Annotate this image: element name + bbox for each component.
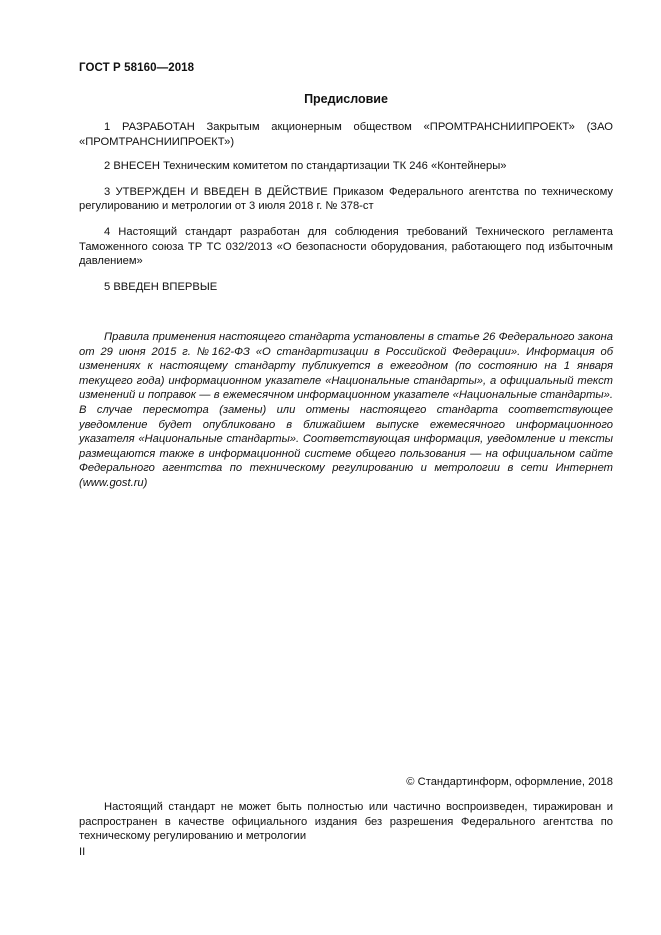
- clause-5: [79, 280, 613, 295]
- page-number: II: [79, 846, 86, 858]
- clause-number: 1: [104, 121, 111, 133]
- clause-lead: ВНЕСЕН: [113, 160, 160, 173]
- clause-number: 5: [104, 280, 111, 293]
- clause-text: Приказом Федерального агентства по техническому регулированию и метрологии от 3 июля 2018 г. № 378-ст: [79, 185, 614, 213]
- clause-lead: ВВЕДЕН ВПЕРВЫЕ: [113, 280, 218, 293]
- clause-lead: УТВЕРЖДЕН И ВВЕДЕН В ДЕЙСТВИЕ: [115, 185, 328, 198]
- clause-text: Настоящий стандарт разработан для соблюдения требований Технического регламента Таможенного союза ТР ТС 032/2013 «О безопасности оборудования, работающего под избыточным давлением»: [79, 225, 613, 268]
- section-title: Предисловие: [304, 92, 388, 106]
- clause-text: Техническим комитетом по стандартизации ТК 246 «Контейнеры»: [163, 160, 507, 173]
- reproduction-restriction: Настоящий стандарт не может быть полностью или частично воспроизведен, тиражирован и распространен в качестве официального издания без разрешения Федерального агентства по техническому регулированию и метрологии: [79, 801, 613, 843]
- clause-4: [79, 225, 613, 269]
- standard-application-notice: Правила применения настоящего стандарта установлены в статье 26 Федерального закона от 29 июня 2015 г. №162-ФЗ «О стандартизации в Российской Федерации». Информация об изменениях к настоящему стандарту публикуется в ежегодном (по состоянию на 1 января текущего года) информационном указателе «Национальные стандарты», а официальный текст изменений и поправок — в ежемесячном информационном указателе «Национальные стандарты». В случае пересмотра (замены) или отмены настоящего стандарта соответствующее уведомление будет опубликовано в ближайшем выпуске ежемесячного информационного указателя «Национальные стандарты». Соответствующая информация, уведомление и тексты размещаются также в информационной системе общего пользования — на официальном сайте Федерального агентства по техническому регулированию и метрологии в сети Интернет (www.gost.ru): [79, 331, 613, 489]
- clause-number: 4: [104, 225, 111, 238]
- standard-code-header: ГОСТ Р 58160—2018: [79, 62, 195, 74]
- clause-3: [79, 185, 613, 214]
- clause-lead: РАЗРАБОТАН: [121, 121, 195, 133]
- copyright-line: © Стандартинформ, оформление, 2018: [406, 776, 613, 788]
- clause-number: 3: [104, 185, 111, 198]
- clause-number: 2: [104, 160, 111, 173]
- foreword-clauses: [79, 120, 613, 294]
- clause-2: [79, 159, 613, 174]
- clause-1: [79, 120, 613, 149]
- clause-text: Закрытым акционерным обществом «ПРОМТРАНСНИИПРОЕКТ» (ЗАО «ПРОМТРАНСНИИПРОЕКТ»): [79, 121, 613, 148]
